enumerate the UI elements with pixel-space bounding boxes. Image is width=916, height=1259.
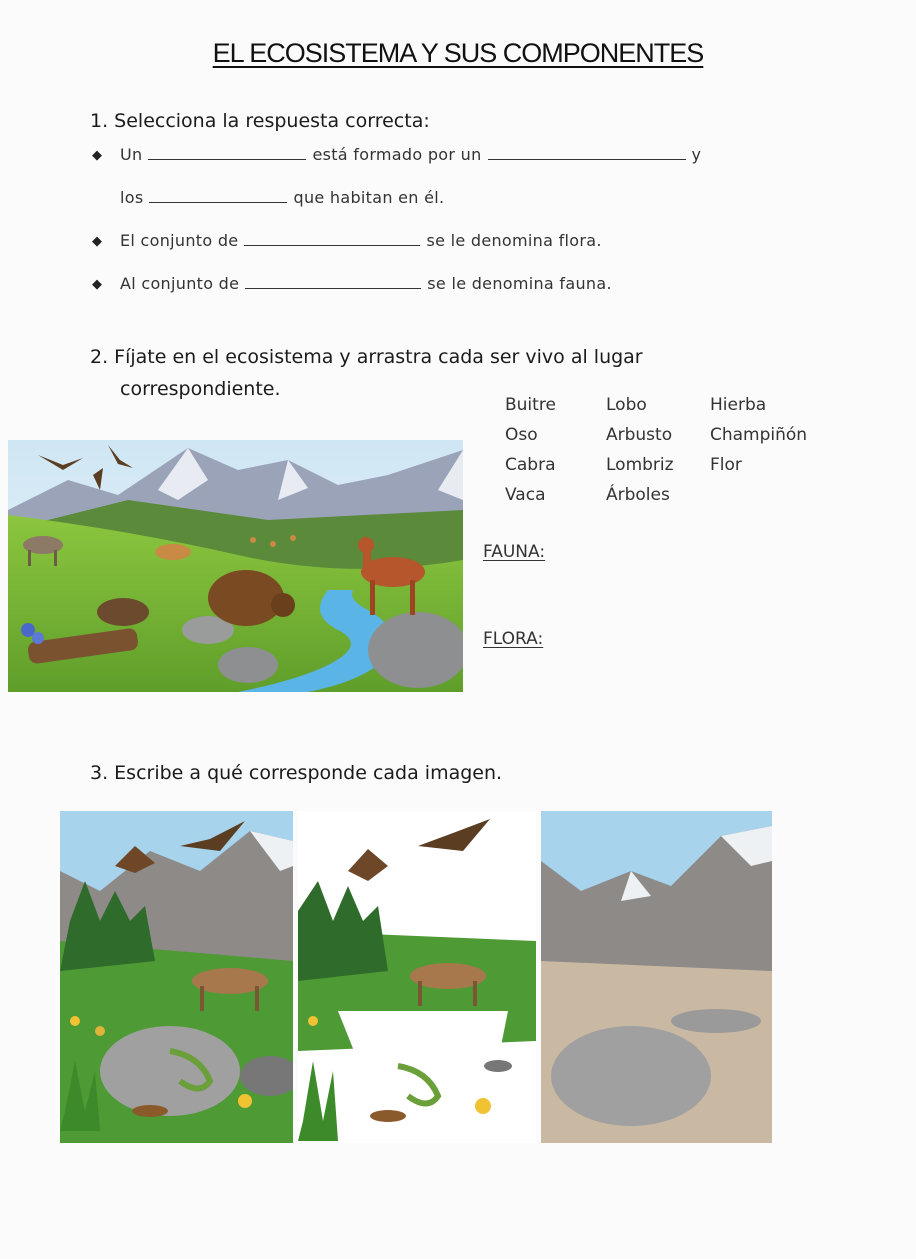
fauna-label: FAUNA:	[483, 542, 546, 562]
draggable-word[interactable]: Vaca	[505, 485, 546, 505]
diamond-bullet-icon: ◆	[92, 277, 102, 292]
diamond-bullet-icon: ◆	[92, 148, 102, 163]
draggable-word[interactable]: Champiñón	[710, 425, 808, 445]
image-panel-complete-ecosystem	[60, 811, 293, 1143]
answer-blank-1[interactable]	[148, 145, 306, 160]
grasshopper	[370, 1110, 406, 1122]
draggable-word[interactable]: Hierba	[710, 395, 767, 415]
page-title: EL ECOSISTEMA Y SUS COMPONENTES	[212, 38, 704, 68]
q1-line1-text-b: está formado por un	[312, 145, 482, 164]
vulture-ground	[97, 598, 149, 626]
q1-line4-text-a: Al conjunto de	[120, 274, 240, 293]
rocks	[551, 1026, 711, 1126]
draggable-word[interactable]: Cabra	[505, 455, 556, 475]
bear	[208, 570, 284, 626]
q1-line-4	[120, 274, 612, 293]
q1-line-3	[120, 231, 602, 250]
q1-line-1	[120, 145, 701, 164]
q1-line3-text-b: se le denomina flora.	[426, 231, 602, 250]
draggable-word[interactable]: Flor	[710, 455, 742, 475]
question-3-heading: 3. Escribe a qué corresponde cada imagen.	[90, 762, 503, 784]
q1-line1-text-c: y	[691, 145, 702, 164]
question-2-heading-line1: 2. Fíjate en el ecosistema y arrastra cada ser vivo al lugar	[90, 346, 643, 368]
q1-line3-text-a: El conjunto de	[120, 231, 239, 250]
answer-blank-5[interactable]	[245, 274, 421, 289]
fauna-drop-zone[interactable]	[560, 535, 880, 575]
draggable-word[interactable]: Lombriz	[606, 455, 674, 475]
answer-blank-2[interactable]	[488, 145, 686, 160]
grasshopper	[132, 1105, 168, 1117]
flora-label: FLORA:	[483, 629, 544, 649]
diamond-bullet-icon: ◆	[92, 234, 102, 249]
snake	[484, 1060, 512, 1072]
flowers	[475, 1098, 491, 1114]
question-1-heading: 1. Selecciona la respuesta correcta:	[90, 110, 430, 132]
q1-line2-text-b: que habitan en él.	[293, 188, 445, 207]
flora-drop-zone[interactable]	[560, 622, 880, 662]
q1-line2-text-a: los	[120, 188, 144, 207]
draggable-word[interactable]: Buitre	[505, 395, 556, 415]
flowers	[238, 1094, 252, 1108]
q1-line-2	[120, 188, 444, 207]
draggable-word[interactable]: Arbusto	[606, 425, 673, 445]
image-panel-living-beings	[298, 811, 536, 1143]
question-2-heading-line2: correspondiente.	[120, 378, 281, 400]
ecosystem-illustration	[8, 440, 463, 692]
answer-blank-4[interactable]	[244, 231, 420, 246]
draggable-word[interactable]: Árboles	[606, 485, 670, 505]
q1-line1-text-a: Un	[120, 145, 143, 164]
draggable-word[interactable]: Lobo	[606, 395, 647, 415]
answer-blank-3[interactable]	[149, 188, 287, 203]
cow	[155, 544, 191, 560]
draggable-word[interactable]: Oso	[505, 425, 538, 445]
rocks	[100, 1026, 240, 1116]
q1-line4-text-b: se le denomina fauna.	[427, 274, 612, 293]
image-panel-physical-environment	[541, 811, 772, 1143]
